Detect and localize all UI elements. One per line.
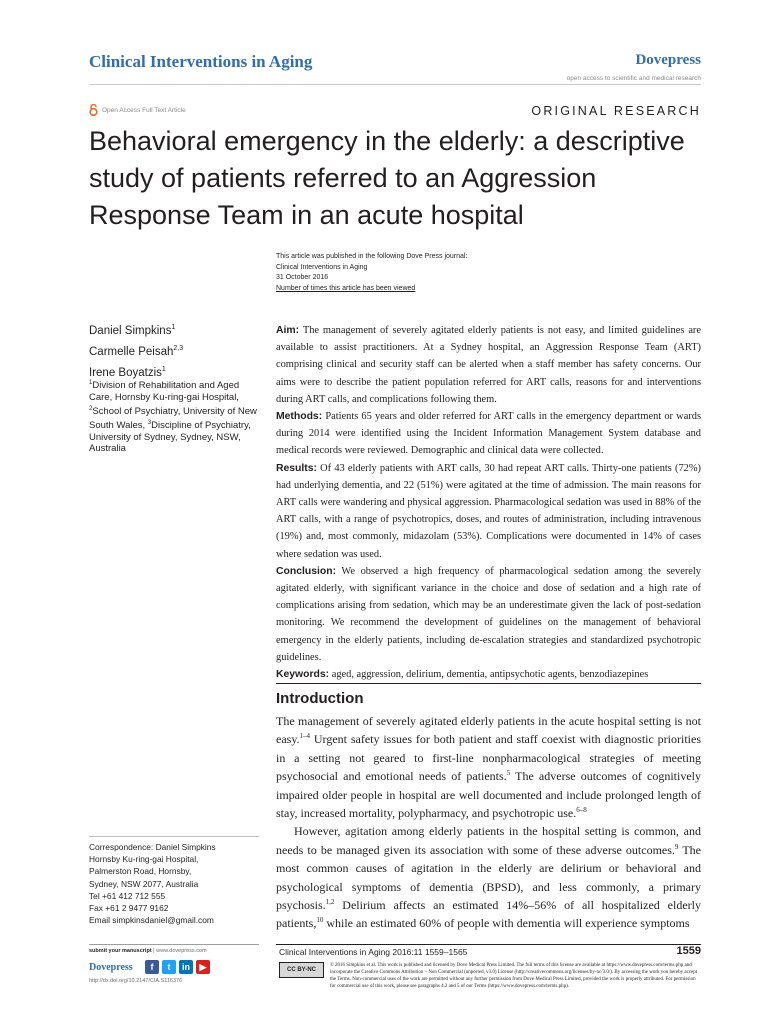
footer-dovepress-logo[interactable]: Dovepress (89, 961, 133, 973)
pubinfo-line: This article was published in the following Dove Press journal: (276, 253, 468, 260)
open-access-row (89, 104, 186, 116)
publication-info (276, 252, 467, 294)
youtube-icon[interactable]: ▶ (196, 960, 210, 974)
pubinfo-journal[interactable]: Clinical Interventions in Aging (276, 263, 368, 271)
footer-citation: Clinical Interventions in Aging 2016:11 1559–1565 (279, 947, 468, 957)
author: Irene Boyatzis$^1$ (89, 365, 166, 379)
social-links (145, 960, 210, 974)
intro-paragraph: However, agitation among elderly patients in the hospital setting is common, and needs to be managed given its association with some of these adverse outcomes.$^9$ The most common causes of agitation in the elderly are delirium or behavioral and psychological symptoms of dementia (BPSD), and less commonly, a primary psychosis.$^{1,2}$ Delirium affects an estimated 14%–56% of all hospitalized elderly patients,$^{10}$ while an estimated 60% of people with dementia will experience symptoms (276, 824, 701, 931)
header-divider (89, 84, 701, 85)
open-access-icon (89, 104, 98, 116)
journal-name[interactable]: Clinical Interventions in Aging (89, 52, 313, 71)
abstract-methods: Methods: Patients 65 years and older referred for ART calls in the emergency department or wards during 2014 were identified using the Incident Information Management System database and medical records were reviewed. Demographic and clinical data were collected. (276, 411, 701, 457)
dovepress-logo[interactable]: Dovepress (635, 52, 701, 68)
page-number: 1559 (676, 945, 701, 957)
abstract-keywords: Keywords: aged, aggression, delirium, dementia, antipsychotic agents, benzodiazepines (276, 669, 649, 681)
author: Carmelle Peisah$^{2,3}$ (89, 344, 184, 358)
abstract (276, 322, 701, 683)
footer-brand-row (89, 960, 259, 974)
publisher-block (567, 52, 701, 82)
abstract-aim: Aim: The management of severely agitated elderly patients is not easy, and limited guidelines are available to assist practitioners. At a Sydney hospital, an Aggression Response Team (ART) comprising clinical and security staff can be alerted when a staff member has safety concerns. Our aims were to describe the patient population referred for ART calls, reasons for and interventions during ART calls, and complications following them. (276, 325, 701, 405)
open-access-label: Open Access Full Text Article (102, 106, 186, 114)
footer-divider (276, 944, 701, 945)
citation-ref[interactable]: 9 (674, 842, 679, 851)
abstract-conclusion: Conclusion: We observed a high frequency of pharmacological sedation among the severely agitated elderly, with significant variance in the choice and dose of sedation and a high rate of complications arising from sedation, which may be an underestimate given the lack of post-sedation monitoring. We recommend the development of guidelines on the management of behavioral emergency in the elderly patients, including de-escalation strategies and standardized psychotropic guidelines. (276, 565, 701, 663)
doi-link[interactable]: http://dx.doi.org/10.2147/CIA.S116376 (89, 978, 183, 984)
views-link[interactable]: Number of times this article has been viewed (276, 284, 416, 292)
creative-commons-icon[interactable]: CC BY-NC (279, 962, 324, 978)
affiliations: $^1$Division of Rehabilitation and Aged Care, Hornsby Ku-ring-gai Hospital, $^2$School of Psychiatry, University of New South Wales, $^3$Discipline of Psychiatry, University of Sydney, Sydney, NSW, Australia (89, 380, 257, 455)
license-row (279, 962, 701, 990)
citation-ref[interactable]: 6–8 (576, 806, 587, 815)
correspondence: Correspondence: Daniel Simpkins Hornsby Ku-ring-gai Hospital, Palmerston Road, Hornsby, Sydney, NSW 2077, Australia Tel +61 412 712 555 Fax +61 2 9477 9162 Email simpkinsdaniel@gmail.com (89, 841, 259, 926)
footer-left (89, 944, 259, 984)
twitter-icon[interactable]: t (162, 960, 176, 974)
publisher-tagline: open access to scientific and medical research (566, 75, 701, 82)
introduction-heading: Introduction (276, 690, 364, 707)
author-list (89, 319, 183, 381)
pubinfo-date: 31 October 2016 (276, 274, 329, 281)
article-type: ORIGINAL RESEARCH (531, 104, 701, 118)
linkedin-icon[interactable]: in (179, 960, 193, 974)
abstract-results: Results: Of 43 elderly patients with ART calls, 30 had repeat ART calls. Thirty-one patients (72%) had underlying dementia, and 22 (51%) were agitated at the time of admission. The main reasons for ART calls were wandering and physical aggression. Pharmacological sedation was used in 88% of the ART calls, with a range of psychotropics, doses, and routes of administration, including intravenous (19%) and, most commonly, midazolam (53%). Complications were documented in 14% of cases where sedation was used. (276, 462, 701, 560)
license-text: © 2016 Simpkins et al. This work is published and licensed by Dove Medical Press Limited. The full terms of this license are available at https://www.dovepress.com/terms.php and incorporate the Creative Commons Attribution – Non Commercial (unported, v3.0) License (http://creativecommons.org/licenses/by-nc/3.0/). By accessing the work you hereby accept the Terms. Non-commercial uses of the work are permitted without any further permission from Dove Medical Press Limited, provided the work is properly attributed. For permission for commercial use of this work, please see paragraphs 4.2 and 5 of our Terms (https://www.dovepress.com/terms.php). (330, 963, 698, 989)
submit-manuscript-link[interactable]: submit your manuscript | www.dovepress.com (89, 944, 259, 954)
introduction-divider (276, 683, 701, 684)
correspondence-email[interactable]: Email simpkinsdaniel@gmail.com (89, 915, 214, 926)
citation-ref[interactable]: 1–4 (299, 732, 311, 741)
intro-paragraph: The management of severely agitated elderly patients in the acute hospital setting is not easy.$^{1-4}$ Urgent safety issues for both patient and staff coexist with diagnostic priorities in a setting not geared to first-line nonpharmacological strategies of meeting psychosocial and emotional needs of patients.$^5$ The adverse outcomes of cognitively impaired older people in hospital are well documented and include prolonged length of stay, increased mortality, polypharmacy, and psychotropic use.$^{6-8}$ (276, 714, 701, 821)
facebook-icon[interactable]: f (145, 960, 159, 974)
correspondence-divider (89, 836, 259, 837)
citation-ref[interactable]: 5 (506, 769, 511, 778)
citation-ref[interactable]: 10 (316, 916, 324, 925)
article-title: Behavioral emergency in the elderly: a descriptive study of patients referred to an Aggression Response Team in an acute hospital (89, 126, 685, 230)
author: Daniel Simpkins$^1$ (89, 324, 176, 337)
introduction-body (276, 712, 701, 933)
citation-ref[interactable]: 1,2 (325, 898, 335, 907)
